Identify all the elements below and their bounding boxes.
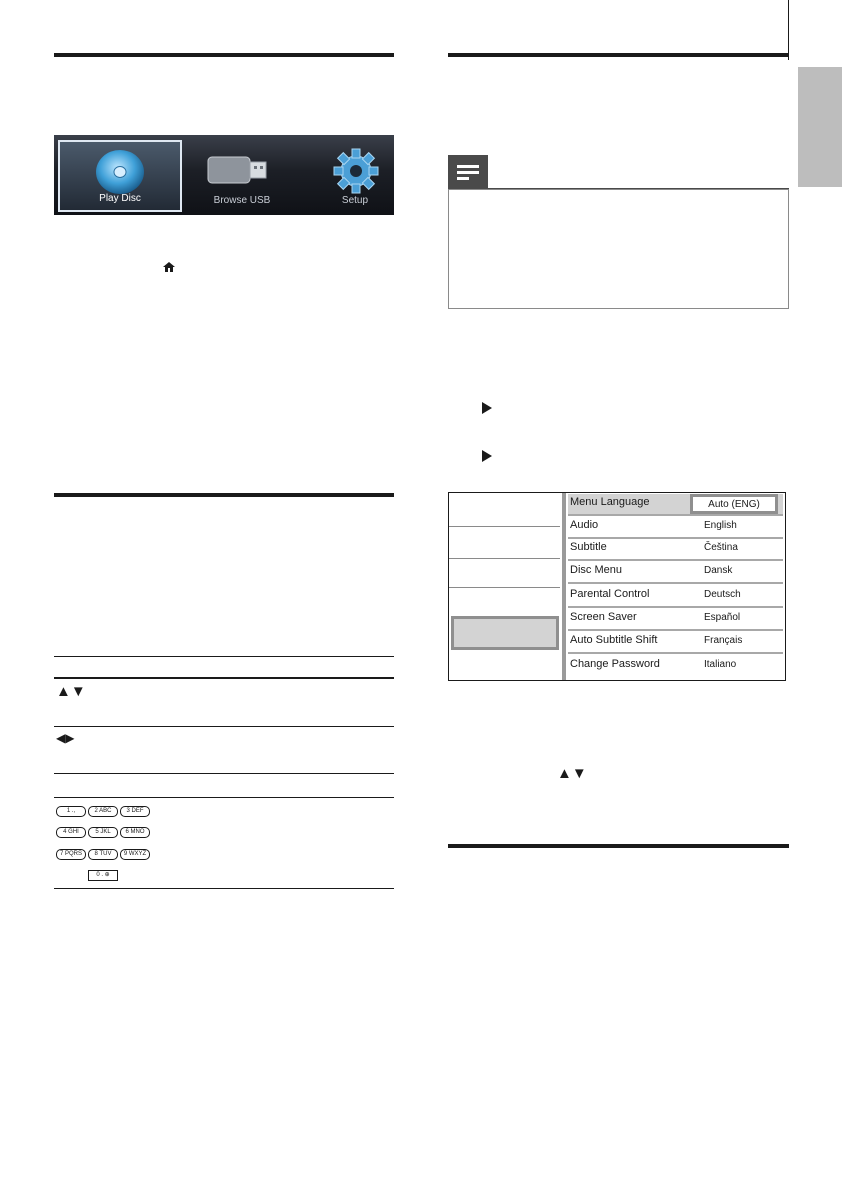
language-side-tab [798, 67, 842, 187]
home-icon [163, 262, 175, 273]
option-name: Auto Subtitle Shift [570, 634, 658, 646]
menu-option-row[interactable] [568, 539, 783, 561]
home-item-label: Browse USB [213, 195, 271, 206]
page-edge-line [788, 0, 789, 60]
numeric-key: 4 GHI [56, 827, 86, 838]
menu-divider [562, 493, 566, 680]
numeric-key: 2 ABC [88, 806, 118, 817]
menu-option-row[interactable] [568, 609, 783, 631]
numeric-key: 8 TUV [88, 849, 118, 860]
play-icon [482, 450, 492, 462]
numeric-key: 7 PQRS [56, 849, 86, 860]
setup-menu-screen [448, 492, 786, 681]
home-item-browse-usb[interactable] [194, 135, 290, 215]
numeric-key: 5 JKL [88, 827, 118, 838]
up-down-keys-icon: ▲▼ [557, 765, 587, 782]
table-row-rule [54, 726, 394, 727]
table-row-rule [54, 773, 394, 774]
numeric-key: 9 WXYZ [120, 849, 150, 860]
setup-category-tab[interactable] [449, 527, 560, 559]
option-value[interactable]: Deutsch [704, 589, 741, 600]
option-name: Screen Saver [570, 611, 637, 623]
home-item-label: Setup [341, 195, 369, 206]
menu-option-row[interactable] [568, 494, 783, 516]
setup-category-tab[interactable] [449, 588, 560, 616]
play-icon [482, 402, 492, 414]
section-rule [54, 53, 394, 57]
option-name: Disc Menu [570, 564, 622, 576]
option-name: Parental Control [570, 588, 650, 600]
left-right-keys-icon: ◀▶ [56, 731, 75, 745]
option-name: Change Password [570, 658, 660, 670]
option-value[interactable]: Français [704, 635, 743, 646]
table-header-rule [54, 656, 394, 657]
option-value[interactable]: Auto (ENG) [690, 494, 778, 514]
option-name: Menu Language [570, 496, 650, 508]
section-rule [54, 493, 394, 497]
menu-option-row[interactable] [568, 656, 783, 678]
table-row-rule [54, 797, 394, 798]
option-value[interactable]: Čeština [704, 542, 738, 553]
option-value[interactable]: Italiano [704, 659, 737, 670]
table-bottom-rule [54, 888, 394, 889]
setup-category-tab-selected[interactable] [451, 616, 559, 650]
home-item-play-disc[interactable] [58, 140, 182, 212]
usb-drive-icon [194, 143, 290, 203]
table-header-rule [54, 677, 394, 679]
section-rule [448, 53, 789, 57]
setup-category-tab[interactable] [449, 493, 560, 527]
home-item-setup[interactable] [316, 135, 394, 215]
note-icon [448, 155, 488, 189]
home-menu-banner [54, 135, 394, 215]
numeric-key: 6 MNO [120, 827, 150, 838]
setup-category-tab[interactable] [449, 559, 560, 588]
numeric-key: 3 DEF [120, 806, 150, 817]
home-item-label: Play Disc [99, 193, 141, 204]
option-value[interactable]: Español [704, 612, 741, 623]
gear-icon [316, 143, 394, 203]
numeric-key: 0 . ⊕ [88, 870, 118, 881]
menu-option-row[interactable] [568, 562, 783, 584]
menu-option-row[interactable] [568, 586, 783, 608]
note-box [448, 189, 789, 309]
menu-option-row[interactable] [568, 632, 783, 654]
option-value[interactable]: Dansk [704, 565, 733, 576]
up-down-keys-icon: ▲▼ [56, 683, 86, 700]
option-name: Subtitle [570, 541, 607, 553]
option-name: Audio [570, 519, 599, 531]
option-value[interactable]: English [704, 520, 737, 531]
menu-option-row[interactable] [568, 517, 783, 539]
section-rule [448, 844, 789, 848]
numeric-key: 1 ., [56, 806, 86, 817]
